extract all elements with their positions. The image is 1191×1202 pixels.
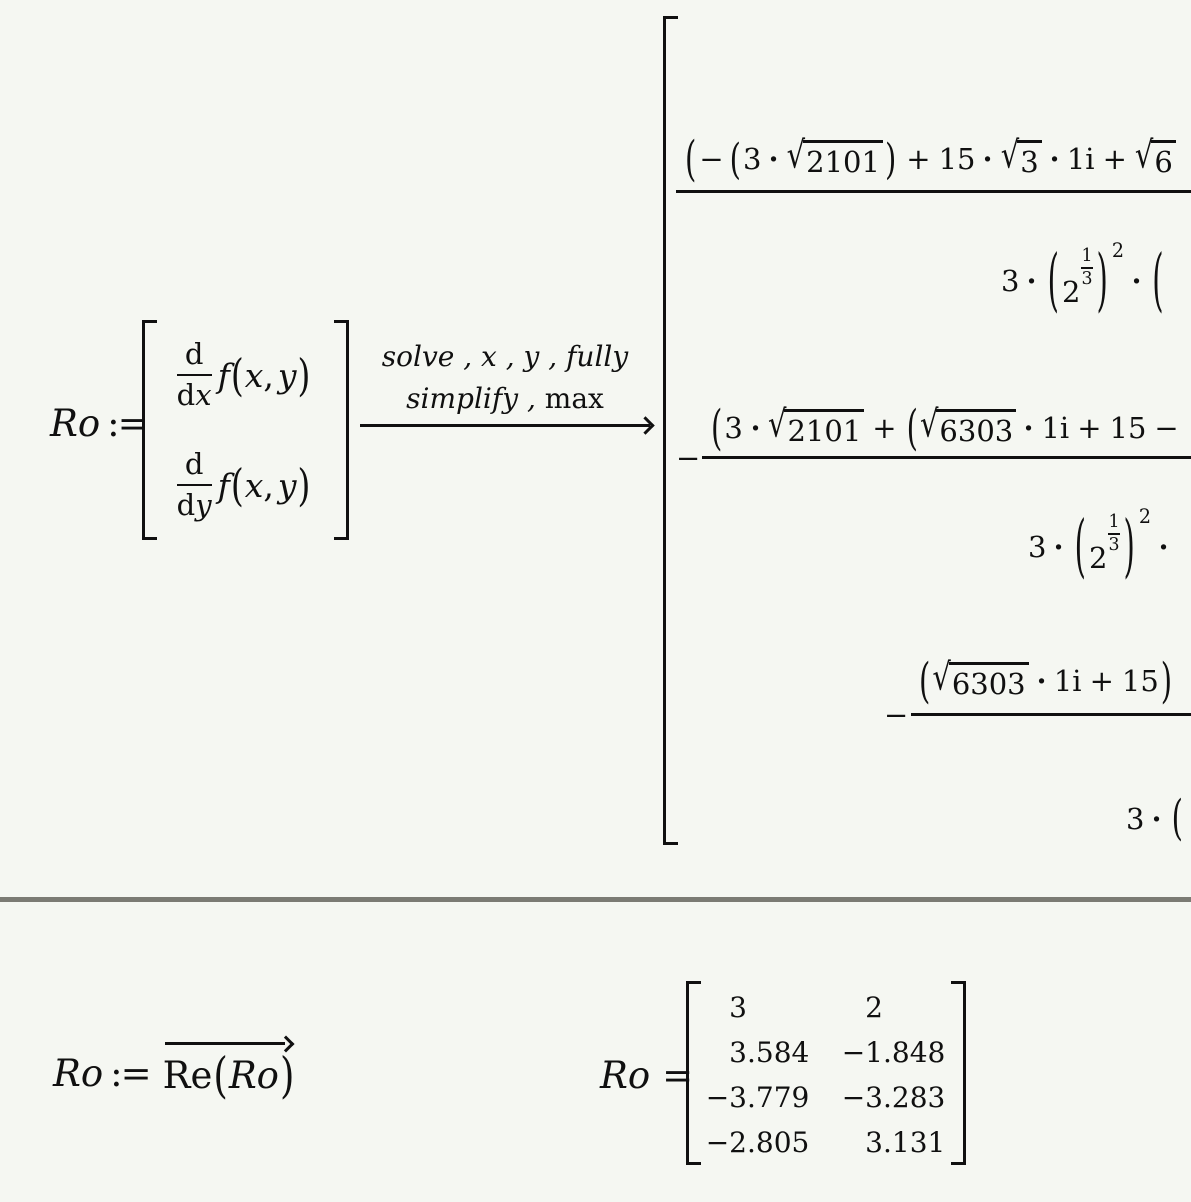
gradient-matrix-right-bracket xyxy=(334,320,349,540)
function-call xyxy=(217,349,312,401)
vectorize-group xyxy=(162,1047,296,1104)
op-cdot: · xyxy=(1150,794,1164,843)
matrix-cell: −1 .848 xyxy=(841,1036,946,1069)
assign-operator: := xyxy=(110,1052,150,1095)
paren: ) xyxy=(1096,239,1108,320)
comma: , xyxy=(263,355,274,395)
operand: 3 xyxy=(724,411,743,445)
op-cdot: · xyxy=(981,135,995,183)
radicand: 6 xyxy=(1151,140,1175,179)
gradient-matrix[interactable] xyxy=(156,320,332,540)
operand: 3 xyxy=(742,142,762,176)
paren: ( xyxy=(213,1047,228,1104)
variable-ro: Ro xyxy=(50,402,101,445)
re-function: Re xyxy=(162,1054,213,1097)
paren: ( xyxy=(685,130,697,187)
paren: ) xyxy=(884,133,897,183)
power-base: 2 xyxy=(1089,540,1108,575)
operand: 1i xyxy=(1053,664,1082,698)
arrow-label-max: max xyxy=(544,382,604,415)
operand: 3 xyxy=(1126,801,1145,836)
solution-1-denominator[interactable] xyxy=(1001,233,1167,328)
outer-exponent: 2 xyxy=(1111,239,1125,262)
matrix-cell: 3 .131 xyxy=(865,1126,946,1159)
paren: ( xyxy=(230,349,244,401)
matrix-cell: −3 .779 xyxy=(705,1081,810,1114)
solution-3-numerator[interactable] xyxy=(917,651,1174,711)
result-equation-lhs[interactable] xyxy=(600,1054,693,1097)
derivative-fraction xyxy=(177,448,212,523)
power-base: 2 xyxy=(1062,274,1081,309)
matrix-cell: 3 .584 xyxy=(729,1036,810,1069)
sqrt xyxy=(919,401,1016,448)
op-minus: − xyxy=(699,142,724,176)
argument: x xyxy=(244,355,264,395)
gradient-row-dy xyxy=(156,448,332,523)
variable-ro: Ro xyxy=(53,1052,104,1095)
radicand: 2101 xyxy=(803,140,883,179)
fraction-bar xyxy=(177,374,212,376)
paren: ( xyxy=(1152,239,1164,320)
fraction-bar xyxy=(702,456,1191,459)
exponent-numerator: 1 xyxy=(1108,512,1120,533)
op-minus: − xyxy=(884,698,909,732)
fraction-bar xyxy=(676,190,1191,193)
matrix-cell: −2 .805 xyxy=(705,1126,810,1159)
op-cdot: · xyxy=(1022,404,1036,452)
operand: 15 xyxy=(1109,411,1147,445)
assign-operator: := xyxy=(107,402,147,445)
op-plus: + xyxy=(872,411,897,445)
radicand: 2101 xyxy=(784,409,864,448)
argument: x xyxy=(244,465,264,505)
sqrt-sign: √ xyxy=(932,654,951,699)
region-divider xyxy=(0,897,1191,902)
paren: ( xyxy=(906,399,918,456)
solution-vector-bracket xyxy=(663,16,678,845)
op-cdot: · xyxy=(1025,256,1039,305)
derivative-d: d xyxy=(176,378,196,412)
operand: 1i xyxy=(1066,142,1095,176)
result-matrix-right-bracket xyxy=(951,981,966,1165)
derivative-d: d xyxy=(184,336,204,371)
variable-ro: Ro xyxy=(600,1054,651,1097)
solve-arrow[interactable] xyxy=(360,336,650,427)
sqrt xyxy=(1000,132,1042,179)
vectorize-equation[interactable] xyxy=(53,1047,295,1104)
function-name: f xyxy=(217,465,230,505)
operand: 15 xyxy=(938,142,976,176)
solution-1-numerator[interactable] xyxy=(683,127,1176,191)
operand: 3 xyxy=(1028,529,1047,564)
sqrt-sign: √ xyxy=(1134,132,1154,177)
solution-3-denominator[interactable] xyxy=(1126,791,1185,846)
fraction-bar xyxy=(177,484,212,486)
gradient-matrix-left-bracket xyxy=(142,320,157,540)
paren: ) xyxy=(297,459,311,511)
op-plus: + xyxy=(906,142,931,176)
function-name: f xyxy=(217,355,230,395)
matrix-cell: −3 .283 xyxy=(841,1081,946,1114)
comma: , xyxy=(263,465,274,505)
op-cdot: · xyxy=(767,135,781,183)
sqrt-sign: √ xyxy=(786,132,806,177)
paren: ( xyxy=(729,133,741,183)
solution-2-numerator[interactable] xyxy=(709,398,1187,458)
exponent-fraction xyxy=(1081,246,1092,288)
paren: ) xyxy=(297,349,311,401)
arrow-label-line1: solve , x , y , fully xyxy=(381,340,629,373)
derivative-d: d xyxy=(184,446,204,481)
outer-exponent: 2 xyxy=(1138,505,1152,528)
gradient-row-dx xyxy=(156,338,332,413)
variable-ro: Ro xyxy=(228,1054,279,1097)
derivative-variable: x xyxy=(195,378,212,412)
operand: 1i xyxy=(1041,411,1070,445)
power-term xyxy=(1045,239,1125,320)
solution-2-denominator[interactable] xyxy=(1028,499,1176,594)
paren: ( xyxy=(230,459,244,511)
op-plus: + xyxy=(1102,142,1127,176)
sqrt xyxy=(932,654,1028,701)
exponent-numerator: 1 xyxy=(1081,246,1093,267)
matrix-cell: 2 xyxy=(865,991,883,1024)
arrow-label-simplify: simplify , xyxy=(406,382,536,415)
argument: y xyxy=(277,465,297,505)
derivative-d: d xyxy=(176,488,196,522)
sqrt xyxy=(1134,132,1176,179)
paren: ) xyxy=(279,1047,295,1104)
op-minus: − xyxy=(676,441,701,475)
op-plus: + xyxy=(1089,664,1114,698)
radicand: 3 xyxy=(1017,140,1041,179)
paren: ) xyxy=(1160,652,1173,709)
derivative-variable: y xyxy=(195,488,212,522)
paren: ( xyxy=(919,652,931,709)
op-cdot: · xyxy=(748,404,762,452)
result-matrix[interactable] xyxy=(703,985,945,1165)
op-cdot: · xyxy=(1157,522,1171,571)
operand: 15 xyxy=(1121,664,1159,698)
op-cdot: · xyxy=(1052,522,1066,571)
solution-3-sign xyxy=(884,698,908,732)
solution-2-sign xyxy=(676,441,700,475)
power-term xyxy=(1072,505,1152,586)
arrow-shaft xyxy=(360,424,650,427)
paren: ) xyxy=(1123,505,1135,586)
exponent-denominator: 3 xyxy=(1081,268,1093,289)
matrix-cell: 3 xyxy=(729,991,747,1024)
paren: ( xyxy=(1171,789,1183,846)
arrow-label-line2 xyxy=(360,378,650,420)
result-matrix-left-bracket xyxy=(686,981,701,1165)
radicand: 6303 xyxy=(936,409,1016,448)
fraction-bar xyxy=(911,713,1191,716)
function-call xyxy=(217,459,312,511)
sqrt-sign: √ xyxy=(1000,132,1020,177)
sqrt-sign: √ xyxy=(768,401,787,446)
exponent-fraction xyxy=(1108,512,1119,554)
op-cdot: · xyxy=(1047,135,1061,183)
equals-operator: = xyxy=(662,1054,694,1097)
exponent-denominator: 3 xyxy=(1108,534,1120,555)
op-plus: + xyxy=(1077,411,1102,445)
paren: ( xyxy=(1074,505,1086,586)
op-minus: − xyxy=(1154,411,1179,445)
sqrt-sign: √ xyxy=(919,401,939,446)
paren: ( xyxy=(711,399,723,456)
radicand: 6303 xyxy=(949,662,1029,701)
paren: ( xyxy=(1047,239,1059,320)
operand: 3 xyxy=(1001,263,1020,298)
argument: y xyxy=(277,355,297,395)
sqrt xyxy=(768,401,864,448)
sqrt xyxy=(786,132,883,179)
op-cdot: · xyxy=(1130,256,1144,305)
derivative-fraction xyxy=(177,338,212,413)
top-equation-lhs[interactable] xyxy=(50,402,152,445)
op-cdot: · xyxy=(1034,657,1048,705)
